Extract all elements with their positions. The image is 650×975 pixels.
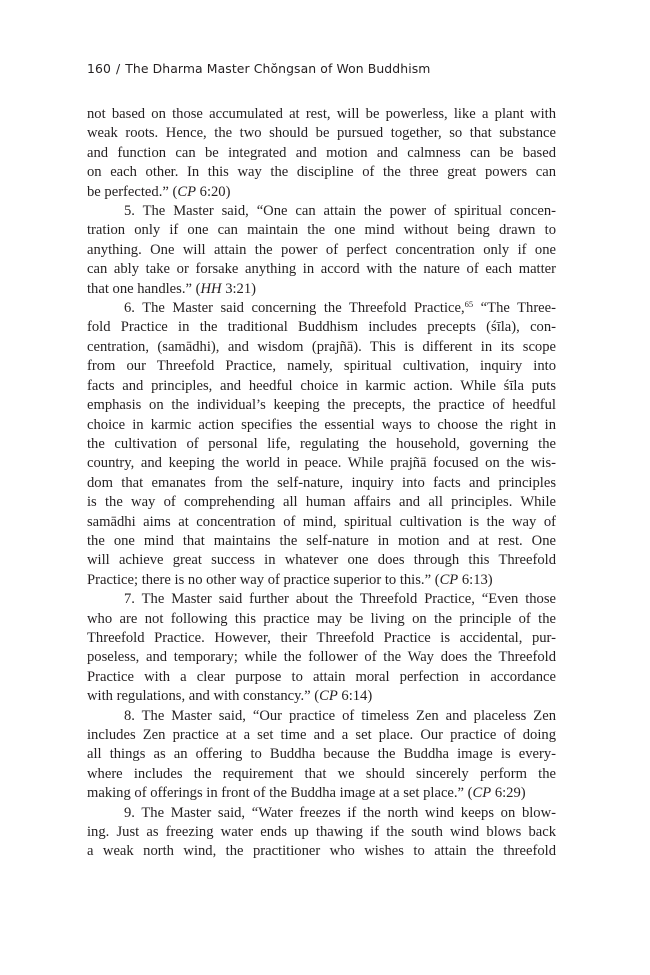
text-line [87,183,556,202]
text-line: who are not following this practice may be living on the principle of the [87,610,556,627]
text-line: samādhi aims at concentration of mind, spiritual cultivation is the way of [87,513,556,530]
running-head [87,60,556,78]
citation-abbrev: CP [439,571,459,588]
running-head-separator: / [115,61,121,76]
text-line: Practice with a clear purpose to attain moral perfection in accordance [87,668,556,685]
text-run: “The Three- [473,300,556,317]
text-line: fold Practice in the traditional Buddhism includes precepts (śīla), con- [87,319,556,336]
text-run: that one handles.” ( [87,280,201,297]
text-line: on each other. In this way the discipline of the three great powers can [87,164,556,181]
text-run: with regulations, and with constancy.” ( [87,688,320,705]
paragraph-first-line: 7. The Master said further about the Threefold Practice, “Even those [124,591,556,608]
text-line [87,571,556,590]
paragraph-first-line: 5. The Master said, “One can attain the power of spiritual concen- [124,203,556,220]
paragraph-first-line: 9. The Master said, “Water freezes if the north wind keeps on blow- [124,804,556,821]
text-line: weak roots. Hence, the two should be pursued together, so that substance [87,125,556,142]
text-line: Threefold Practice. However, their Threefold Practice is accidental, pur- [87,629,556,646]
text-line [87,280,556,299]
text-run: be perfected.” ( [87,183,178,200]
text-line [87,784,556,803]
text-line: the cultivation of personal life, regulating the household, governing the [87,435,556,452]
text-run: Practice; there is no other way of practice superior to this.” ( [87,571,440,588]
text-line: anything. One will attain the power of perfect concentration only if one [87,241,556,258]
citation-ref: 6:29) [491,785,526,802]
citation-abbrev: HH [200,280,222,297]
text-line: dom that emanates from the self-nature, inquiry into facts and principles [87,474,556,491]
footnote-marker[interactable]: 65 [464,299,474,310]
text-line: country, and keeping the world in peace. While prajñā focused on the wis- [87,455,556,472]
paragraph-first-line: 8. The Master said, “Our practice of timeless Zen and placeless Zen [124,707,556,724]
text-line: not based on those accumulated at rest, will be powerless, like a plant with [87,106,556,122]
citation-ref: 3:21) [221,280,257,297]
text-line: facts and principles, and heedful choice in karmic action. While śīla puts [87,377,556,394]
page-number: 160 [87,61,111,76]
text-line: can ably take or forsake anything in accord with the nature of each matter [87,261,556,278]
text-line: is the way of comprehending all human affairs and all principles. While [87,494,556,511]
text-line: tration only if one can maintain the one mind without being drawn to [87,222,556,239]
book-page [87,0,556,975]
citation-ref: 6:13) [458,571,493,588]
text-line: from our Threefold Practice, namely, spiritual cultivation, inquiry into [87,358,556,375]
text-line: a weak north wind, the practitioner who wishes to attain the threefold [87,843,556,860]
text-line: choice in karmic action specifies the essential ways to choose the right in [87,416,556,433]
paragraph-first-line [87,299,556,318]
text-line: ing. Just as freezing water ends up thawing if the south wind blows back [87,824,556,841]
text-line: and function can be integrated and motion and calmness can be based [87,144,556,161]
text-line: includes Zen practice at a set time and a set place. Our practice of doing [87,727,556,743]
citation-ref: 6:14) [337,688,373,705]
text-line: the one mind that maintains the self-nature in motion and at rest. One [87,532,556,549]
text-line [87,687,556,706]
citation-ref: 6:20) [196,183,231,200]
text-run: making of offerings in front of the Buddha image at a set place.” ( [87,785,473,802]
text-line: will achieve great success in whatever one does through this Threefold [87,552,556,569]
citation-abbrev: CP [472,785,492,802]
book-title: The Dharma Master Chŏngsan of Won Buddhism [125,61,431,76]
text-line: where includes the requirement that we should sincerely perform the [87,765,556,782]
text-line: centration, (samādhi), and wisdom (prajñā). This is different in its scope [87,338,556,355]
body-text [87,105,556,862]
text-line: poseless, and temporary; while the follower of the Way does the Threefold [87,649,556,666]
citation-abbrev: CP [177,183,196,200]
text-line: emphasis on the individual’s keeping the precepts, the practice of heedful [87,397,556,414]
text-run: 6. The Master said concerning the Threefold Practice, [124,300,465,317]
citation-abbrev: CP [319,688,338,705]
text-line: all things as an offering to Buddha because the Buddha image is every- [87,746,556,763]
